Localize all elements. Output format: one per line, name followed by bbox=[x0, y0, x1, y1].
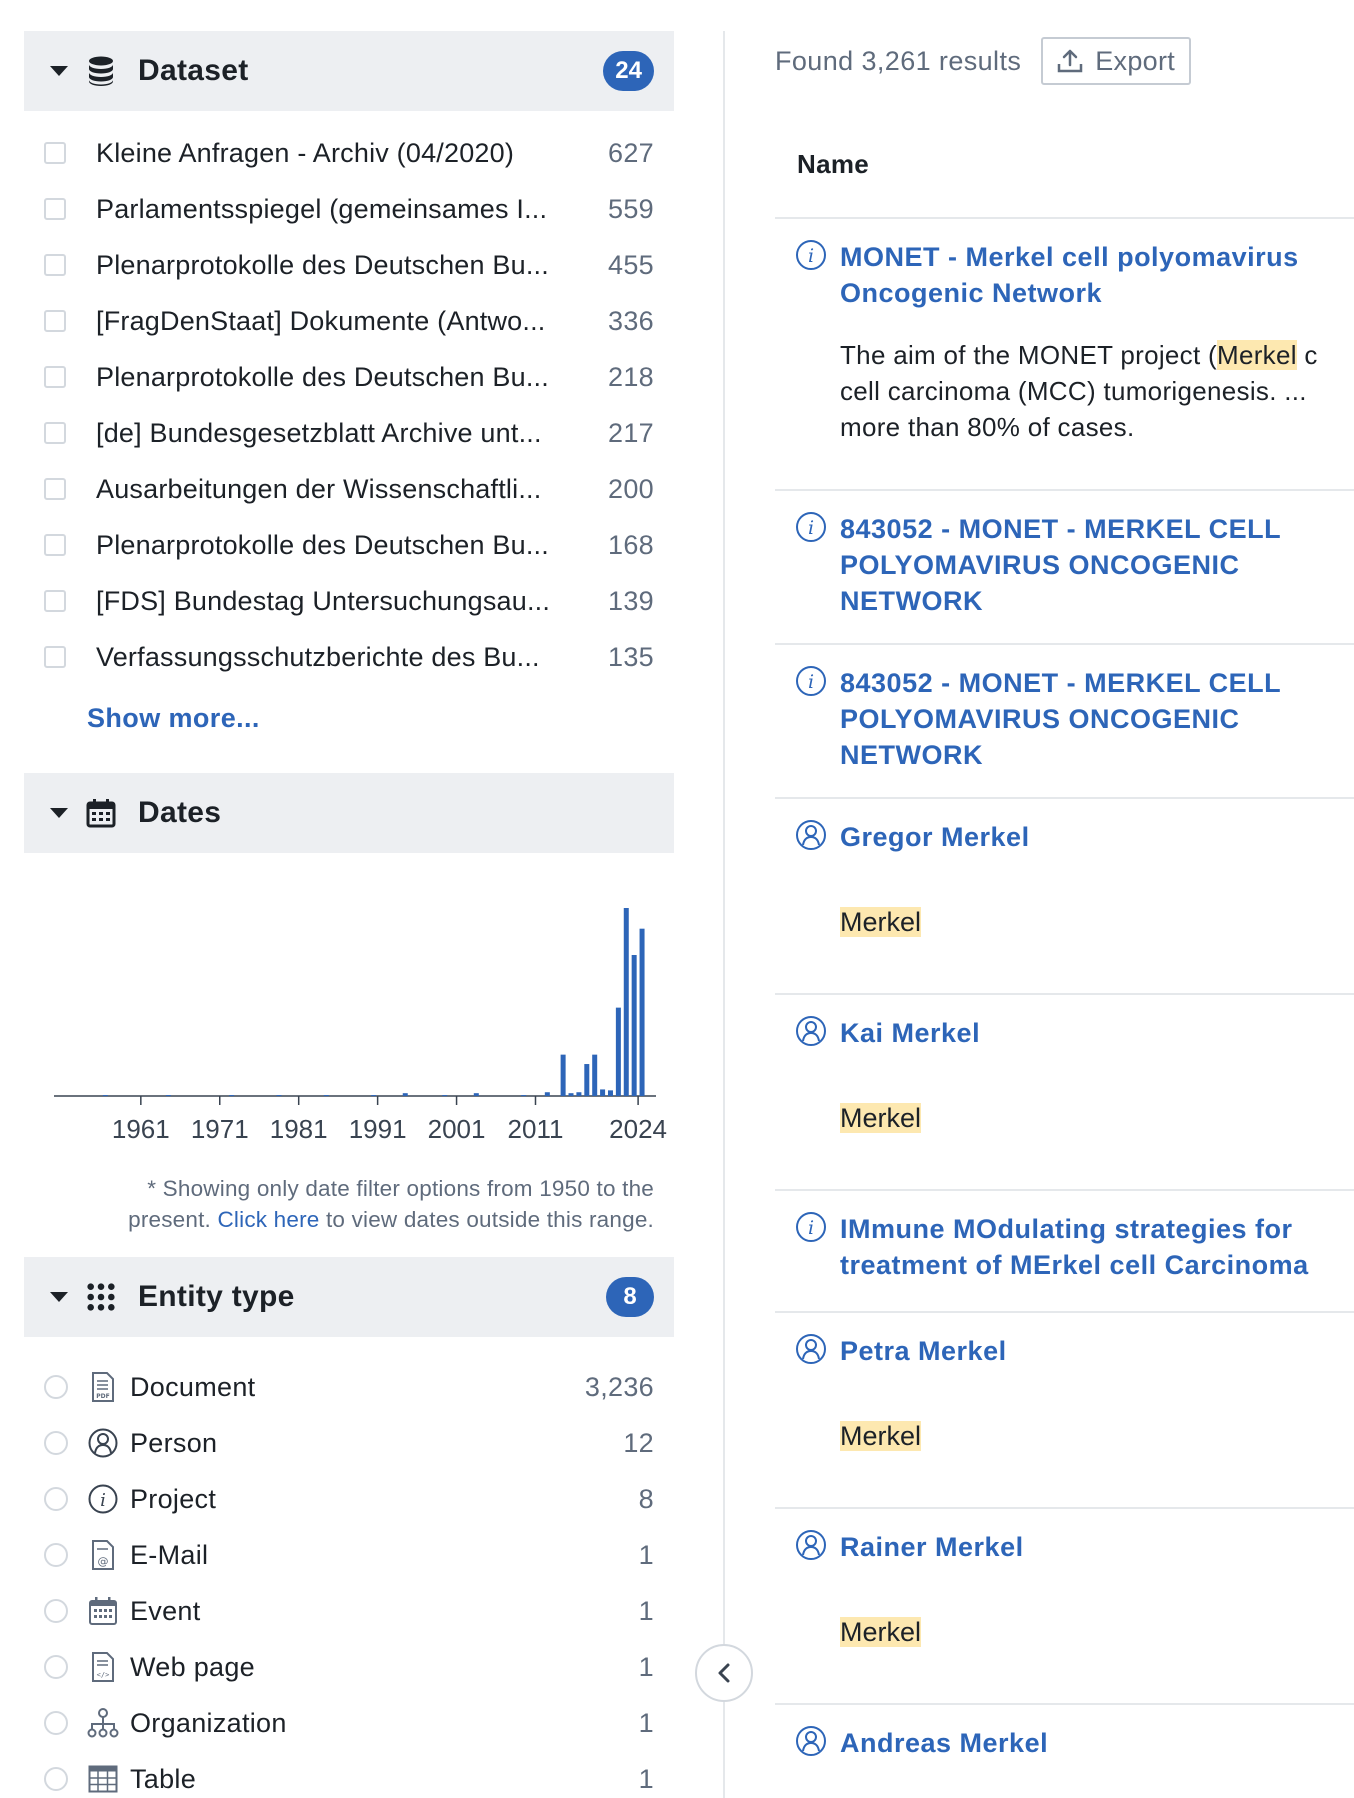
dates-facet-header[interactable] bbox=[24, 773, 674, 853]
dataset-item[interactable] bbox=[24, 405, 674, 461]
dataset-count: 217 bbox=[608, 417, 654, 448]
dataset-list bbox=[24, 111, 674, 685]
histogram-bar[interactable] bbox=[616, 1008, 621, 1096]
dataset-item[interactable] bbox=[24, 573, 674, 629]
entity-label: Project bbox=[130, 1483, 217, 1514]
dataset-checkbox[interactable] bbox=[44, 198, 66, 220]
histogram-bar[interactable] bbox=[584, 1064, 589, 1096]
dataset-label: Parlamentsspiegel (gemeinsames I... bbox=[96, 193, 548, 224]
entity-radio[interactable] bbox=[44, 1655, 68, 1679]
histogram-tick-label: 2001 bbox=[427, 1114, 486, 1144]
entity-label: E-Mail bbox=[130, 1539, 209, 1570]
entity-label: Table bbox=[130, 1763, 197, 1794]
date-filter-note bbox=[24, 1173, 674, 1235]
snippet-text: The aim of the MONET project ( bbox=[840, 340, 1217, 370]
person-icon bbox=[86, 1426, 120, 1460]
result-title-link[interactable]: 843052 - MONET - MERKEL CELL POLYOMAVIRUS ONCOGENIC NETWORK bbox=[840, 514, 1281, 616]
svg-text:i: i bbox=[807, 1217, 815, 1239]
project-info-icon bbox=[795, 239, 827, 271]
person-icon bbox=[795, 1333, 827, 1365]
dataset-count: 218 bbox=[608, 361, 654, 392]
entity-type-item[interactable] bbox=[24, 1583, 674, 1639]
histogram-tick-label: 2024 bbox=[609, 1114, 668, 1144]
project-info-icon bbox=[795, 665, 827, 697]
histogram-bar[interactable] bbox=[624, 908, 629, 1096]
dataset-label: [FragDenStaat] Dokumente (Antwo... bbox=[96, 305, 546, 336]
entity-facet-header[interactable] bbox=[24, 1257, 674, 1337]
snippet-highlight: Merkel bbox=[840, 1421, 922, 1451]
histogram-bar[interactable] bbox=[521, 1095, 526, 1096]
person-icon bbox=[795, 1725, 827, 1757]
result-row[interactable] bbox=[775, 1509, 1354, 1705]
date-note-pre: present. bbox=[128, 1207, 212, 1232]
dataset-item[interactable] bbox=[24, 237, 674, 293]
dataset-item[interactable] bbox=[24, 125, 674, 181]
entity-radio[interactable] bbox=[44, 1543, 68, 1567]
caret-down-icon[interactable] bbox=[50, 1292, 68, 1302]
caret-down-icon[interactable] bbox=[50, 808, 68, 818]
result-title-link[interactable]: Kai Merkel bbox=[840, 1018, 981, 1048]
snippet-highlight: Merkel bbox=[840, 907, 922, 937]
dates-facet-title: Dates bbox=[138, 796, 222, 829]
result-title-link[interactable]: Rainer Merkel bbox=[840, 1532, 1024, 1562]
facet-sidebar bbox=[24, 31, 674, 1798]
snippet-highlight: Merkel bbox=[840, 1103, 922, 1133]
histogram-bar[interactable] bbox=[569, 1093, 574, 1096]
entity-label: Person bbox=[130, 1427, 218, 1458]
entity-label: Web page bbox=[130, 1651, 255, 1682]
calendar-icon bbox=[86, 1594, 120, 1628]
svg-text:PDF: PDF bbox=[96, 1393, 110, 1400]
dataset-label: Verfassungsschutzberichte des Bu... bbox=[96, 641, 540, 672]
click-here-link[interactable]: Click here bbox=[217, 1207, 320, 1232]
entity-label: Document bbox=[130, 1371, 256, 1402]
export-button[interactable] bbox=[1041, 37, 1191, 85]
svg-text:i: i bbox=[100, 1490, 106, 1511]
result-row[interactable] bbox=[775, 995, 1354, 1191]
histogram-tick-label: 1961 bbox=[111, 1114, 170, 1144]
entity-count: 12 bbox=[623, 1427, 654, 1458]
dataset-checkbox[interactable] bbox=[44, 590, 66, 612]
person-icon bbox=[795, 819, 827, 851]
entity-radio[interactable] bbox=[44, 1711, 68, 1735]
dataset-count: 200 bbox=[608, 473, 654, 504]
histogram-bar[interactable] bbox=[608, 1090, 613, 1096]
svg-text:i: i bbox=[807, 245, 815, 267]
entity-radio[interactable] bbox=[44, 1599, 68, 1623]
organization-icon bbox=[86, 1706, 120, 1740]
web-page-icon bbox=[86, 1650, 120, 1684]
result-title-link[interactable]: 843052 - MONET - MERKEL CELL POLYOMAVIRUS ONCOGENIC NETWORK bbox=[840, 668, 1281, 770]
dataset-checkbox[interactable] bbox=[44, 534, 66, 556]
result-row[interactable] bbox=[775, 1705, 1354, 1798]
svg-text:</>: </> bbox=[96, 1671, 110, 1679]
date-note-post: to view dates outside this range. bbox=[325, 1207, 654, 1232]
dataset-label: [de] Bundesgesetzblatt Archive unt... bbox=[96, 417, 542, 448]
dataset-facet-title: Dataset bbox=[138, 54, 249, 87]
histogram-tick-label: 1981 bbox=[269, 1114, 328, 1144]
histogram-tick-label: 1971 bbox=[190, 1114, 249, 1144]
project-info-icon bbox=[86, 1482, 120, 1516]
entity-count: 3,236 bbox=[584, 1371, 654, 1402]
histogram-tick-label: 2011 bbox=[507, 1114, 564, 1144]
results-count: Found 3,261 results bbox=[775, 45, 1022, 76]
dataset-count: 168 bbox=[608, 529, 654, 560]
result-title-link[interactable]: Andreas Merkel bbox=[840, 1728, 1049, 1758]
histogram-tick-label: 1991 bbox=[348, 1114, 407, 1144]
entity-radio[interactable] bbox=[44, 1431, 68, 1455]
database-icon bbox=[86, 56, 116, 86]
result-row[interactable] bbox=[775, 799, 1354, 995]
histogram-bar[interactable] bbox=[371, 1095, 376, 1096]
date-histogram[interactable] bbox=[24, 853, 674, 1155]
person-icon bbox=[795, 1015, 827, 1047]
entity-count: 1 bbox=[638, 1707, 654, 1738]
dataset-item[interactable] bbox=[24, 181, 674, 237]
histogram-bar[interactable] bbox=[229, 1095, 234, 1096]
result-title-link[interactable]: Gregor Merkel bbox=[840, 822, 1030, 852]
result-title-link[interactable]: Petra Merkel bbox=[840, 1336, 1007, 1366]
dataset-item[interactable] bbox=[24, 293, 674, 349]
entity-count: 1 bbox=[638, 1763, 654, 1794]
entity-type-item[interactable] bbox=[24, 1751, 674, 1798]
histogram-bar[interactable] bbox=[103, 1095, 108, 1096]
histogram-bar[interactable] bbox=[600, 1089, 605, 1096]
date-histogram-svg[interactable] bbox=[24, 853, 674, 1155]
entity-radio[interactable] bbox=[44, 1767, 68, 1791]
dataset-count: 336 bbox=[608, 305, 654, 336]
histogram-bar[interactable] bbox=[632, 955, 637, 1096]
grid-dots-icon bbox=[86, 1282, 116, 1312]
entity-type-list bbox=[24, 1337, 674, 1798]
email-icon bbox=[86, 1538, 120, 1572]
dataset-count: 139 bbox=[608, 585, 654, 616]
panel-divider[interactable] bbox=[723, 31, 725, 1798]
snippet-highlight: Merkel bbox=[1216, 340, 1297, 370]
entity-type-item[interactable] bbox=[24, 1359, 674, 1415]
calendar-icon bbox=[86, 798, 116, 828]
entity-label: Event bbox=[130, 1595, 201, 1626]
histogram-bar[interactable] bbox=[592, 1055, 597, 1096]
results-panel bbox=[775, 31, 1354, 1798]
dataset-item[interactable] bbox=[24, 461, 674, 517]
dataset-label: Plenarprotokolle des Deutschen Bu... bbox=[96, 529, 549, 560]
results-list bbox=[775, 217, 1354, 1798]
export-label: Export bbox=[1095, 45, 1176, 76]
dataset-label: Ausarbeitungen der Wissenschaftli... bbox=[96, 473, 542, 504]
dataset-checkbox[interactable] bbox=[44, 310, 66, 332]
snippet-text: cell carcinoma (MCC) tumorigenesis. ... bbox=[840, 376, 1307, 406]
result-title-link[interactable]: IMmune MOdulating strategies for treatment of MErkel cell Carcinoma bbox=[840, 1214, 1309, 1280]
histogram-bar[interactable] bbox=[276, 1095, 281, 1096]
histogram-bar[interactable] bbox=[545, 1092, 550, 1096]
histogram-bar[interactable] bbox=[324, 1095, 329, 1096]
chevron-left-icon bbox=[715, 1662, 733, 1684]
results-toolbar bbox=[775, 31, 1354, 91]
caret-down-icon[interactable] bbox=[50, 66, 68, 76]
snippet-text: more than 80% of cases. bbox=[840, 412, 1135, 442]
result-title-link[interactable]: MONET - Merkel cell polyomavirus Oncogenic Network bbox=[840, 242, 1299, 308]
result-row[interactable] bbox=[775, 645, 1354, 799]
entity-radio[interactable] bbox=[44, 1487, 68, 1511]
dataset-label: Kleine Anfragen - Archiv (04/2020) bbox=[96, 137, 515, 168]
result-row[interactable] bbox=[775, 491, 1354, 645]
entity-count: 8 bbox=[638, 1483, 654, 1514]
result-snippet bbox=[840, 337, 1354, 445]
svg-text:i: i bbox=[807, 517, 815, 539]
table-icon bbox=[86, 1762, 120, 1796]
name-column-header[interactable]: Name bbox=[797, 149, 870, 179]
histogram-bar[interactable] bbox=[561, 1055, 566, 1096]
entity-count: 1 bbox=[638, 1651, 654, 1682]
entity-count: 1 bbox=[638, 1539, 654, 1570]
svg-text:i: i bbox=[807, 671, 815, 693]
dataset-count: 559 bbox=[608, 193, 654, 224]
entity-facet-title: Entity type bbox=[138, 1280, 295, 1313]
dataset-checkbox[interactable] bbox=[44, 478, 66, 500]
dataset-checkbox[interactable] bbox=[44, 422, 66, 444]
snippet-highlight: Merkel bbox=[840, 1617, 922, 1647]
result-row[interactable] bbox=[775, 1313, 1354, 1509]
snippet-text: c bbox=[1296, 340, 1318, 370]
histogram-bar[interactable] bbox=[166, 1095, 171, 1096]
dataset-label: Plenarprotokolle des Deutschen Bu... bbox=[96, 249, 549, 280]
entity-label: Organization bbox=[130, 1707, 287, 1738]
entity-count-badge: 8 bbox=[606, 1277, 654, 1317]
entity-type-item[interactable] bbox=[24, 1695, 674, 1751]
svg-text:@: @ bbox=[97, 1555, 109, 1568]
histogram-bar[interactable] bbox=[640, 929, 645, 1096]
dataset-item[interactable] bbox=[24, 629, 674, 685]
result-row[interactable] bbox=[775, 219, 1354, 491]
dataset-checkbox[interactable] bbox=[44, 254, 66, 276]
collapse-sidebar-button[interactable] bbox=[695, 1644, 753, 1702]
document-pdf-icon bbox=[86, 1370, 120, 1404]
histogram-bar[interactable] bbox=[442, 1095, 447, 1096]
entity-radio[interactable] bbox=[44, 1375, 68, 1399]
project-info-icon bbox=[795, 1211, 827, 1243]
dataset-count: 455 bbox=[608, 249, 654, 280]
dataset-facet-header[interactable] bbox=[24, 31, 674, 111]
dataset-checkbox[interactable] bbox=[44, 646, 66, 668]
dataset-checkbox[interactable] bbox=[44, 366, 66, 388]
person-icon bbox=[795, 1529, 827, 1561]
dataset-checkbox[interactable] bbox=[44, 142, 66, 164]
dataset-item[interactable] bbox=[24, 349, 674, 405]
date-note-line1: * Showing only date filter options from 1950 to the bbox=[147, 1176, 654, 1201]
result-row[interactable] bbox=[775, 1191, 1354, 1313]
histogram-bar[interactable] bbox=[403, 1093, 408, 1096]
dataset-count: 627 bbox=[608, 137, 654, 168]
dataset-label: [FDS] Bundestag Untersuchungsau... bbox=[96, 585, 551, 616]
upload-icon bbox=[1057, 48, 1083, 74]
project-info-icon bbox=[795, 511, 827, 543]
entity-type-item[interactable] bbox=[24, 1471, 674, 1527]
dataset-item[interactable] bbox=[24, 517, 674, 573]
dataset-label: Plenarprotokolle des Deutschen Bu... bbox=[96, 361, 549, 392]
entity-type-item[interactable] bbox=[24, 1527, 674, 1583]
entity-count: 1 bbox=[638, 1595, 654, 1626]
show-more-link[interactable]: Show more... bbox=[87, 703, 260, 733]
histogram-bar[interactable] bbox=[474, 1093, 479, 1096]
dataset-count: 135 bbox=[608, 641, 654, 672]
histogram-bar[interactable] bbox=[576, 1092, 581, 1096]
entity-type-item[interactable] bbox=[24, 1639, 674, 1695]
dataset-count-badge: 24 bbox=[603, 51, 654, 91]
entity-type-item[interactable] bbox=[24, 1415, 674, 1471]
